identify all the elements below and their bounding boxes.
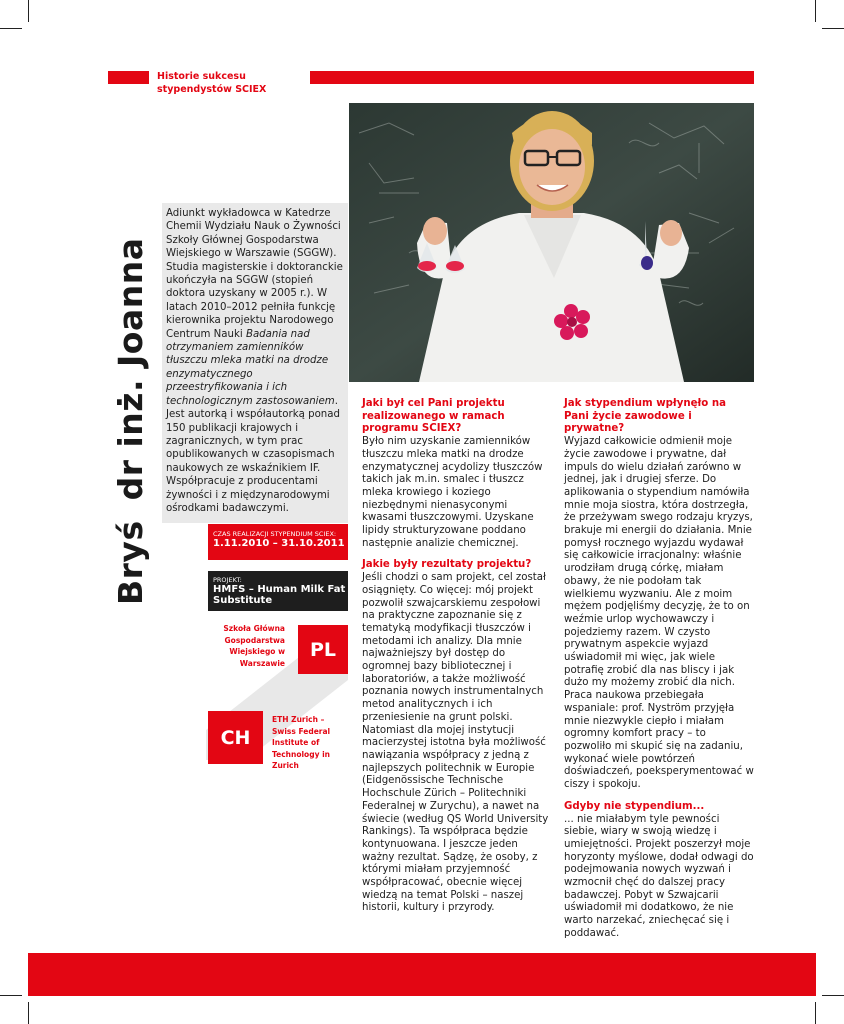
answer-4: ... nie miałabym tyle pewności siebie, wiary w swoją wiedzę i umiejętności. Projekt poszerzył moje horyzonty myślowe, dodał odwagi do podejmowania nowych wyzwań i wzmocnił chęć do dalszej pracy badawczej. Pobyt w Szwajcarii uświadomił mi dodatkowo, że nie warto narzekać, zniechęcać się i poddawać. [564,813,754,939]
person-name [108,210,153,605]
crop-mark [0,995,22,996]
period-value: 1.11.2010 – 31.10.2011 [213,538,345,549]
answer-3: Wyjazd całkowicie odmienił moje życie zawodowe i prywatne, dał impuls do wielu działań zarówno w jednej, jak i drugiej sferze. Do aplikowania o stypendium namówiła mnie moja siostra, która dostrzegła, że przeżywam swego rodzaju kryzys, brakuje mi energii do działania. Mnie pomysł rocznego wyjazdu wydawał się całkowicie irracjonalny: właśnie urodziłam drugą córkę, miałam obawy, że nie podołam tak wielkiemu wyzwaniu. Ale z moim mężem podjęliśmy decyzję, że to on weźmie urlop wychowawczy i pojedziemy razem. W czysto prywatnym aspekcie wyjazd uświadomił mi więc, jak wiele potrafię zrobić dla nas bliscy i jak dużo my możemy zrobić dla nich. Praca naukowa przebiegała wspaniale: prof. Nyström przyjęła mnie niezwykle ciepło i miałam ogromny komfort pracy – to pozwoliło mi skupić się na zadaniu, wykonać wiele powtórzeń doświadczeń, poeksperymentować w ciszy i spokoju. [564,436,754,791]
host-country-code: CH [208,711,263,764]
name-first: dr inż. Joanna [111,237,150,501]
home-country-code: PL [298,625,348,674]
question-1: Jaki był cel Pani projektu realizowanego w ramach programu SCIEX? [362,398,505,435]
host-university: ETH Zurich – Swiss Federal Institute of Technology in Zurich [272,715,331,771]
header-bar-left [108,71,149,84]
name-last: Bryś [111,520,150,605]
question-2: Jakie były rezultaty projektu? [362,559,532,571]
period-info [213,530,347,549]
period-label: CZAS REALIZACJI STYPENDIUM SCIEX: [213,530,337,538]
crop-mark [28,0,29,22]
crop-mark [815,1002,816,1024]
footer-bar [28,953,816,996]
answer-1: Było nim uzyskanie zamienników tłuszczu mleka matki na drodze enzymatycznej acydolizy tłuszczów takich jak m.in. smalec i tłuszcz mleka krowiego i koziego niezbędnymi nienasyconymi kwasami tłuszczowymi. Uzyskane lipidy strukturyzowane poddano następnie analizie chemicznej. [362,436,543,549]
header-bar-right [310,71,754,84]
project-info [213,576,347,606]
project-value: HMFS – Human Milk Fat Substitute [213,584,346,606]
question-4: Gdyby nie stypendium... [564,800,705,812]
crop-mark [0,28,22,29]
project-label: PROJEKT: [213,576,242,584]
question-3: Jak stypendium wpłynęło na Pani życie zawodowe i prywatne? [564,398,726,435]
interview-column-2 [564,398,754,941]
series-title: Historie sukcesu stypendystów SCIEX [157,71,267,95]
home-university: Szkoła Główna Gospodarstwa Wiejskiego w Warszawie [223,624,285,668]
crop-mark [815,0,816,22]
portrait-photo [349,103,754,382]
bio-text: Adiunkt wykładowca w Katedrze Chemii Wydziału Nauk o Żywności Szkoły Głównej Gospodarstwa Wiejskiego w Warszawie (SGGW). Studia magisterskie i doktoranckie ukończyła na SGGW (stopień doktora uzyskany w 2005 r.). W latach 2010–2012 pełniła funkcję kierownika projektu Narodowego Centrum Nauki Badania nad otrzymaniem zamienników tłuszczu mleka matki na drodze enzymatycznego przeestryfikowania i ich technologicznym zastosowaniem. Jest autorką i współautorką ponad 150 publikacji krajowych i zagranicznych, w tym prac opublikowanych w czasopismach naukowych ze wskaźnikiem IF. Współpracuje z producentami żywności i z międzynarodowymi ośrodkami badawczymi. [166,208,343,514]
crop-mark [28,1002,29,1024]
crop-mark [822,995,844,996]
portrait-illustration [349,103,754,382]
crop-mark [822,28,844,29]
interview-column-1 [362,398,552,915]
answer-2: Jeśli chodzi o sam projekt, cel został osiągnięty. Co więcej: mój projekt pozwolił szwajcarskiemu zespołowi na praktyczne zapoznanie się z tematyką modyfikacji tłuszczów i metodami ich analizy. Dla mnie najważniejszy był dostęp do ogromnej bazy bibliotecznej i laboratoriów, a także możliwość poznania nowych instrumentalnych metod analitycznych i ich przeniesienie na grunt polski. Natomiast dla mojej instytucji macierzystej istotna była możliwość nawiązania współpracy z jedną z najlepszych politechnik w Europie (Eidgenössische Technische Hochschule Zürich – Politechniki Federalnej w Zurychu), a nawet na świecie (według QS World University Rankings). Ta współpraca będzie kontynuowana. I jeszcze jeden ważny rezultat. Sądzę, że osoby, z którymi miałam przyjemność współpracować, obecnie więcej wiedzą na temat Polski – naszej historii, kultury i przyrody. [362,572,549,914]
